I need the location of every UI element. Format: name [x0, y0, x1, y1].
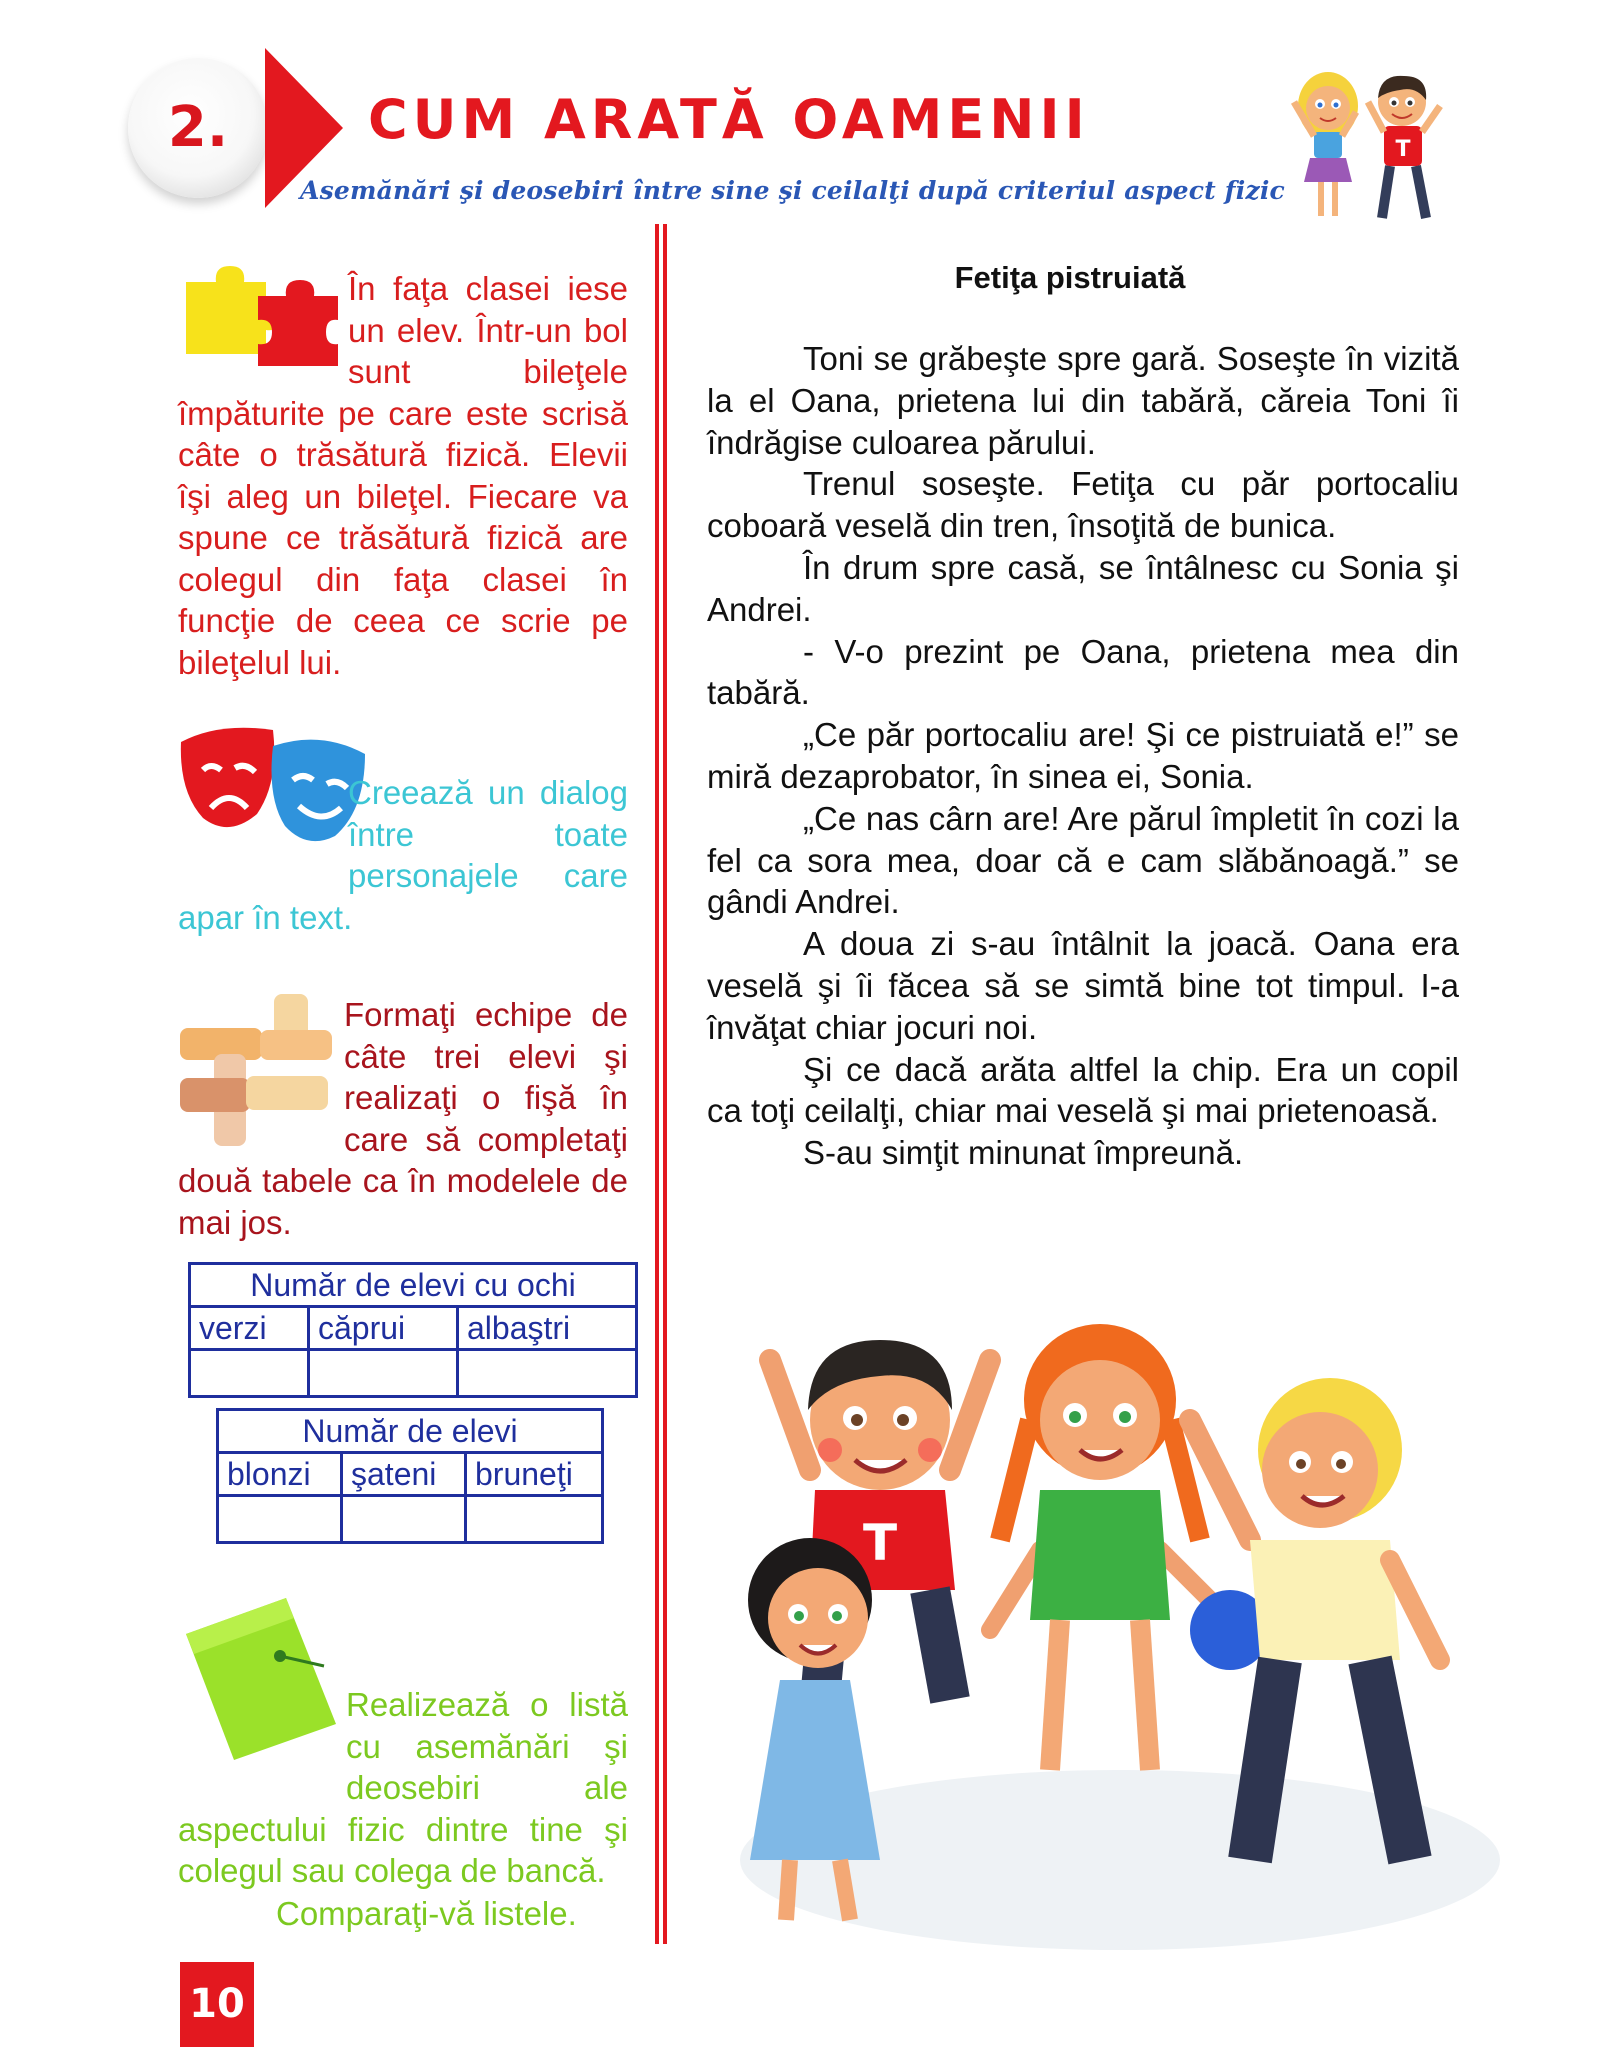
lesson-number: 2.: [167, 95, 229, 160]
table-cell[interactable]: [458, 1350, 637, 1397]
table-cell[interactable]: [466, 1496, 603, 1543]
activity-hands-text: Formaţi echipe de câte trei elevi şi realizaţi o fişă în care să completaţi două tabele ca în modelele de mai jos.: [178, 996, 628, 1241]
page-title: CUM ARATĂ OAMENII: [368, 88, 1090, 151]
story-paragraph: S-au simţit minunat împreună.: [803, 1134, 1244, 1172]
girl-orange-hair: [990, 1324, 1270, 1770]
activity-notebook-compare: Comparaţi-vă listele.: [276, 1895, 577, 1932]
story-paragraph: Toni se grăbeşte spre gară. Soseşte în vizită la el Oana, prietena lui din tabără, căreia Toni îi îndrăgise culoarea părului.: [707, 340, 1459, 461]
column-divider: [655, 224, 667, 1944]
table-eye-col: căprui: [309, 1307, 458, 1350]
table-cell[interactable]: [190, 1350, 309, 1397]
kids-waving-icon: [1280, 62, 1458, 228]
table-cell[interactable]: [218, 1496, 342, 1543]
table-hair-col: şateni: [342, 1453, 466, 1496]
activity-puzzle-text: În faţa clasei iese un elev. Într-un bol sunt bileţele împăturite pe care este scrisă câte o trăsătură fizică. Elevii îşi aleg un bileţel. Fiecare va spune ce trăsătură fizică are colegul din faţa clasei în funcţie de ceea ce scrie pe bileţelul lui.: [178, 270, 628, 681]
table-eye-col: verzi: [190, 1307, 309, 1350]
story-paragraph: A doua zi s-au întâlnit la joacă. Oana era veselă şi îi făcea să se simtă bine tot timpul. I-a învăţat chiar jocuri noi.: [707, 925, 1459, 1046]
story-title: Fetiţa pistruiată: [954, 260, 1186, 295]
table-hair-color: [216, 1408, 604, 1544]
activity-notebook-text: Realizează o listă cu asemănări şi deosebiri ale aspectului fizic dintre tine şi colegul sau colega de bancă.: [178, 1686, 628, 1889]
table-eye-col: albaştri: [458, 1307, 637, 1350]
table-cell[interactable]: [309, 1350, 458, 1397]
table-hair-header: Număr de elevi: [218, 1410, 603, 1453]
children-playing-illustration: [690, 1300, 1500, 1960]
page-number: 10: [180, 1962, 254, 2047]
page-subtitle: Asemănări şi deosebiri între sine şi ceilalţi după criteriul aspect fizic: [300, 176, 1285, 205]
story-paragraph: În drum spre casă, se întâlnesc cu Sonia şi Andrei.: [707, 548, 1459, 628]
story-text: [707, 338, 1459, 1174]
activity-masks-text: Creează un dialog între toate personajele care apar în text.: [178, 774, 628, 936]
svg-text:T: T: [1395, 137, 1411, 162]
table-hair-col: blonzi: [218, 1453, 342, 1496]
story-paragraph: „Ce nas cârn are! Are părul împletit în cozi la fel ca sora mea, doar că e cam slăbănoagă.” se gândi Andrei.: [707, 799, 1459, 921]
story-paragraph: Şi ce dacă arăta altfel la chip. Era un copil ca toţi ceilalţi, chiar mai veselă şi mai prietenoasă.: [707, 1050, 1459, 1130]
table-eye-header: Număr de elevi cu ochi: [190, 1264, 637, 1307]
svg-text:T: T: [862, 1514, 898, 1572]
story-paragraph: - V-o prezint pe Oana, prietena mea din tabără.: [707, 632, 1459, 712]
table-cell[interactable]: [342, 1496, 466, 1543]
table-hair-col: bruneţi: [466, 1453, 603, 1496]
story-paragraph: „Ce păr portocaliu are! Şi ce pistruiată e!” se miră dezaprobator, în sinea ei, Sonia.: [707, 716, 1459, 795]
table-eye-color: [188, 1262, 638, 1398]
story-paragraph: Trenul soseşte. Fetiţa cu păr portocaliu coboară veselă din tren, însoţită de bunica.: [707, 465, 1459, 545]
